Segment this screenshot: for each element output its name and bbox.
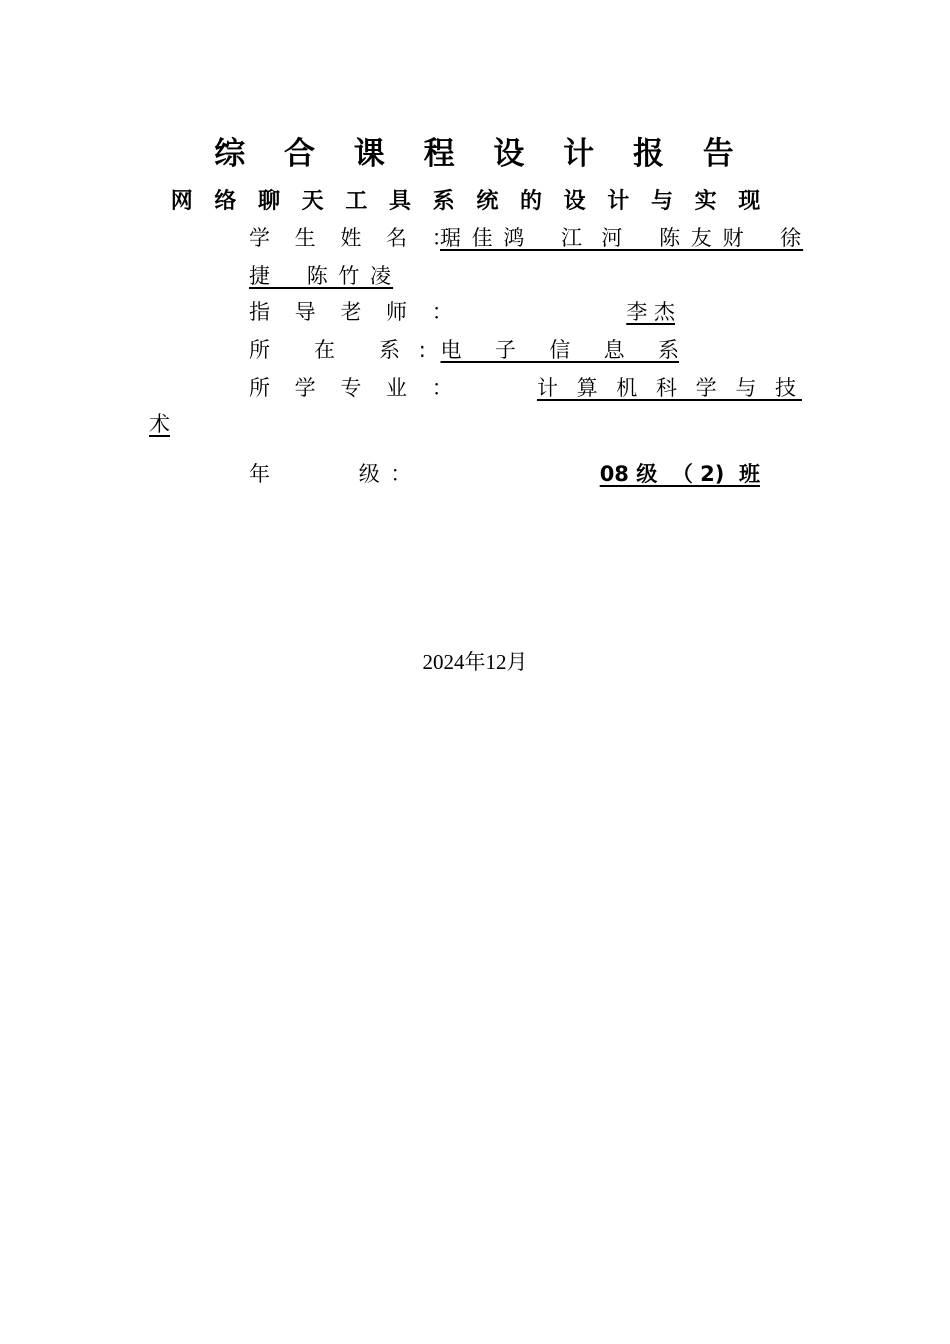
grade-value: 08 级 （ 2) 班: [599, 462, 760, 486]
department-label: 所 在 系 :: [249, 338, 432, 362]
grade-label: 年 级 ：: [249, 462, 414, 486]
advisor-value: 李 杰: [626, 300, 675, 324]
advisor-label: 指 导 老 师 ：: [249, 300, 462, 324]
report-title: 综 合 课 程 设 计 报 告: [214, 136, 748, 172]
department-value: 电 子 信 息 系: [440, 338, 679, 362]
major-label: 所 学 专 业 ：: [249, 376, 462, 400]
students-label: 学 生 姓 名 ：: [249, 226, 462, 250]
report-subtitle: 网 络 聊 天 工 具 系 统 的 设 计 与 实 现: [170, 189, 768, 214]
major-value-line2: 术: [149, 412, 170, 436]
students-value-line1: 琚 佳 鸿 江 河 陈 友 财 徐: [440, 226, 804, 250]
major-value-line1: 计 算 机 科 学 与 技: [536, 376, 802, 400]
students-value-line2: 捷 陈 竹 凌: [249, 264, 394, 288]
report-date: 2024年12月: [422, 650, 528, 674]
